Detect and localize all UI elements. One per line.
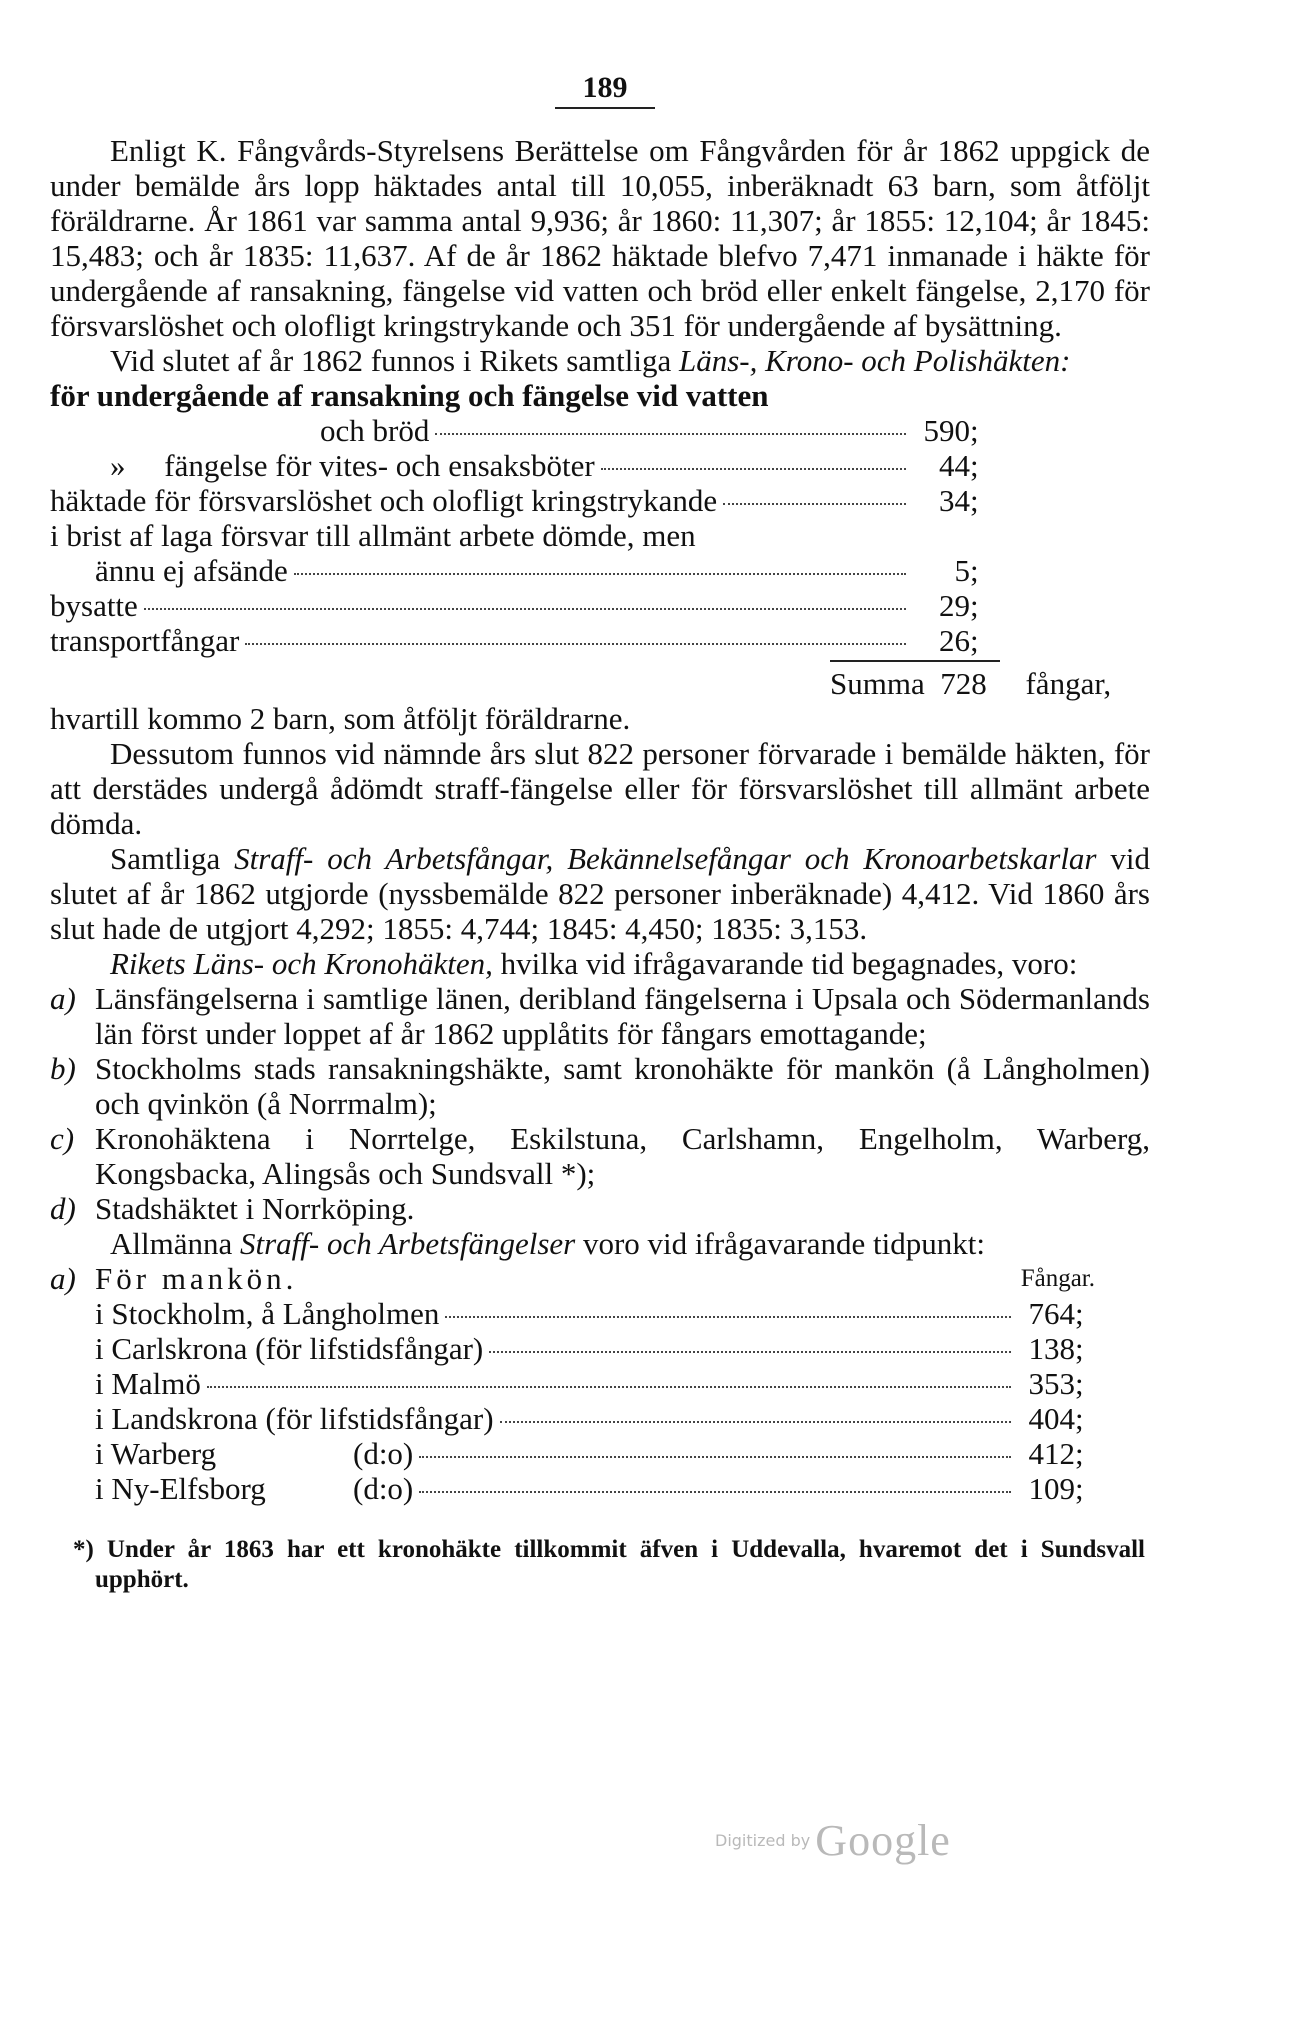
table-row: i Warberg (d:o) 412 ; <box>95 1436 1084 1471</box>
list-item: a) Länsfängelserna i samtlige länen, deribland fängelserna i Upsala och Södermanlands län först under loppet af år 1862 upplåtits för fångars emottagande; <box>50 981 1150 1051</box>
hakten-list <box>50 981 1150 1226</box>
list-item: för undergående af ransakning och fängelse vid vatten <box>50 378 769 413</box>
prison-list-header: a) För mankön. Fångar. <box>50 1261 1095 1296</box>
leader-dots <box>723 503 906 505</box>
list-item: ännu ej afsände 5 ; <box>95 553 979 588</box>
list-item: häktade för försvarslöshet och olofligt kringstrykande 34 ; <box>50 483 979 518</box>
paragraph-rikets-hakten: Rikets Läns- och Kronohäkten, hvilka vid ifrågavarande tid begagnades, voro: <box>110 946 1078 981</box>
list-item: d) Stadshäktet i Norrköping. <box>50 1191 415 1226</box>
page-number: 189 <box>582 71 628 104</box>
table-row: i Carlskrona (för lifstidsfångar) 138 ; <box>95 1331 1084 1366</box>
list-item: och bröd 590 ; <box>320 413 979 448</box>
leader-dots <box>419 1491 1011 1493</box>
table-row: i Landskrona (för lifstidsfångar) 404 ; <box>95 1401 1084 1436</box>
leader-dots <box>294 573 906 575</box>
table-row: i Stockholm, å Långholmen 764 ; <box>95 1296 1084 1331</box>
google-logo: Google <box>815 1816 951 1865</box>
paragraph-allmanna: Allmänna Straff- och Arbetsfängelser voro vid ifrågavarande tidpunkt: <box>110 1226 986 1261</box>
list-item: » fängelse för vites- och ensaksböter 44 ; <box>110 448 979 483</box>
leader-dots <box>500 1421 1011 1423</box>
paragraph-fangvard-report: Enligt K. Fångvårds-Styrelsens Berättelse om Fångvården för år 1862 uppgick de under bemälde års lopp häktades antal till 10,055, inberäknadt 63 barn, som åtföljt föräldrarne. År 1861 var samma antal 9,936; år 1860: 11,307; år 1855: 12,104; år 1845: 15,483; och år 1835: 11,637. Af de år 1862 häktade blefvo 7,471 inmanade i häkte för undergående af ransakning, fängelse vid vatten och bröd eller enkelt fängelse, 2,170 för försvarslöshet och olofligt kringstrykande och 351 för undergående af bysättning. <box>50 133 1150 343</box>
footnote: *) Under år 1863 har ett kronohäkte tillkommit äfven i Uddevalla, hvaremot det i Sundsvall upphört. <box>73 1536 1145 1593</box>
table-row: i Ny-Elfsborg (d:o) 109 ; <box>95 1471 1084 1506</box>
prisoner-count-list <box>50 378 1150 701</box>
footnote-separator <box>50 1528 1150 1529</box>
sum-rule <box>830 660 1000 662</box>
list-item: transportfångar 26 ; <box>50 623 979 658</box>
leader-dots <box>207 1386 1011 1388</box>
sum-line: Summa 728 fångar, <box>830 666 1112 701</box>
list-item: bysatte 29 ; <box>50 588 979 623</box>
list-item: i brist af laga försvar till allmänt arbete dömde, men <box>50 518 696 553</box>
list-item: b) Stockholms stads ransakningshäkte, samt kronohäkte för mankön (å Långholmen) och qvinkön (å Norrmalm); <box>50 1051 1150 1121</box>
leader-dots <box>601 468 906 470</box>
paragraph-hakten-intro: Vid slutet af år 1862 funnos i Rikets samtliga Läns-, Krono- och Polishäkten: <box>110 343 1071 378</box>
paragraph-children: hvartill kommo 2 barn, som åtföljt föräldrarne. <box>50 701 631 736</box>
leader-dots <box>245 643 906 645</box>
prison-list <box>50 1261 1150 1506</box>
leader-dots <box>144 608 906 610</box>
leader-dots <box>489 1351 1011 1353</box>
paragraph-dessutom: Dessutom funnos vid nämnde års slut 822 personer förvarade i bemälde häkten, för att derstädes undergå ådömdt straff-fängelse eller för försvarslöshet till allmänt arbete dömda. <box>50 736 1150 841</box>
leader-dots <box>445 1316 1011 1318</box>
leader-dots <box>419 1456 1011 1458</box>
page-number-rule <box>555 107 655 109</box>
leader-dots <box>435 433 906 435</box>
list-item: c) Kronohäktena i Norrtelge, Eskilstuna, Carlshamn, Engelholm, Warberg, Kongsbacka, Alingsås och Sundsvall *); <box>50 1121 1150 1191</box>
digitized-watermark: Digitized by Google <box>715 1816 951 1865</box>
table-row: i Malmö 353 ; <box>95 1366 1084 1401</box>
book-page <box>50 70 1150 1595</box>
paragraph-samtliga: Samtliga Straff- och Arbetsfångar, Bekännelsefångar och Kronoarbetskarlar vid slutet af år 1862 utgjorde (nyssbemälde 822 personer inberäknade) 4,412. Vid 1860 års slut hade de utgjort 4,292; 1855: 4,744; 1845: 4,450; 1835: 3,153. <box>50 841 1150 946</box>
